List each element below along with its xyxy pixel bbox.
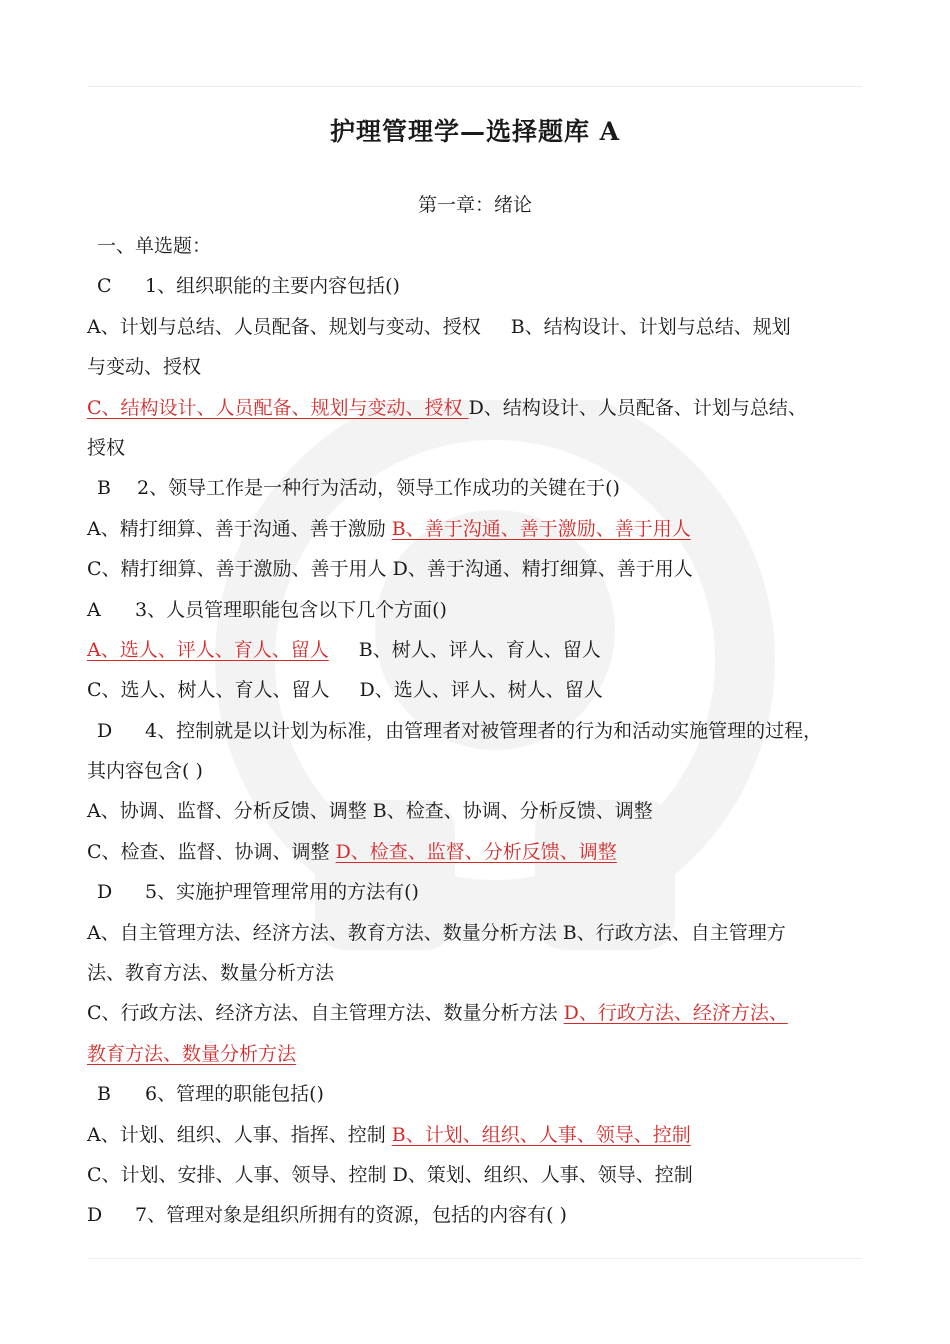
options-row <box>87 913 877 953</box>
question-5 <box>87 872 877 912</box>
question-stem: 5、实施护理管理常用的方法有() <box>145 881 419 904</box>
option-c: C、选人、树人、育人、留人 <box>87 679 330 702</box>
option-a: A、计划与总结、人员配备、规划与变动、授权 <box>87 315 481 338</box>
question-stem: 1、组织职能的主要内容包括() <box>145 275 400 298</box>
question-stem-continued-text: 其内容包含( ) <box>87 760 203 783</box>
question-6 <box>87 1074 877 1114</box>
option-b-continued: 与变动、授权 <box>87 356 202 379</box>
option-d-correct-continued: 教育方法、数量分析方法 <box>87 1042 297 1065</box>
option-b: B、树人、评人、育人、留人 <box>358 638 601 661</box>
answer-key: D <box>97 719 113 742</box>
options-row <box>87 630 877 670</box>
question-1 <box>87 266 877 306</box>
question-stem-continued <box>87 751 877 791</box>
option-b-correct: B、计划、组织、人事、领导、控制 <box>391 1123 691 1146</box>
options-row <box>87 670 877 710</box>
question-stem: 6、管理的职能包括() <box>145 1083 324 1106</box>
option-a-b: A、协调、监督、分析反馈、调整 B、检查、协调、分析反馈、调整 <box>87 800 653 823</box>
option-b-continued: 法、教育方法、数量分析方法 <box>87 962 335 985</box>
option-c: C、检查、监督、协调、调整 <box>87 840 336 863</box>
option-b-correct: B、善于沟通、善于激励、善于用人 <box>391 517 691 540</box>
footer-rule <box>88 1258 862 1259</box>
options-row <box>87 791 877 831</box>
option-c: C、计划、安排、人事、领导、控制 <box>87 1163 393 1186</box>
option-d: D、选人、评人、树人、留人 <box>359 679 603 702</box>
question-3 <box>87 590 877 630</box>
question-stem: 3、人员管理职能包含以下几个方面() <box>135 598 447 621</box>
question-2 <box>87 468 877 508</box>
answer-key: A <box>87 598 101 621</box>
answer-key: B <box>97 477 111 500</box>
answer-key: D <box>97 881 113 904</box>
option-d: D、结构设计、人员配备、计划与总结、 <box>468 396 807 419</box>
answer-key: D <box>87 1204 103 1227</box>
options-row <box>87 993 877 1033</box>
option-a-b: A、自主管理方法、经济方法、教育方法、数量分析方法 B、行政方法、自主管理方 <box>87 921 786 944</box>
options-row <box>87 1034 877 1074</box>
option-d-correct: D、行政方法、经济方法、 <box>563 1002 788 1025</box>
option-d: D、善于沟通、精打细算、善于用人 <box>392 558 693 581</box>
options-row <box>87 347 877 387</box>
options-row <box>87 832 877 872</box>
options-row <box>87 388 877 428</box>
answer-key: B <box>97 1083 111 1106</box>
question-stem: 7、管理对象是组织所拥有的资源，包括的内容有( ) <box>135 1204 567 1227</box>
option-a-correct: A、选人、评人、育人、留人 <box>87 638 329 661</box>
document-title: 护理管理学—选择题库 A <box>329 117 621 146</box>
option-d-continued: 授权 <box>87 436 126 459</box>
chapter-heading: 第一章：绪论 <box>417 194 532 216</box>
options-row <box>87 428 877 468</box>
option-a: A、精打细算、善于沟通、善于激励 <box>87 517 392 540</box>
header-rule <box>88 86 862 87</box>
answer-key: C <box>97 275 112 298</box>
option-d: D、策划、组织、人事、领导、控制 <box>392 1163 693 1186</box>
options-row <box>87 307 877 347</box>
option-d-correct: D、检查、监督、分析反馈、调整 <box>335 840 617 863</box>
options-row <box>87 549 877 589</box>
option-c: C、精打细算、善于激励、善于用人 <box>87 558 393 581</box>
options-row <box>87 509 877 549</box>
option-c-correct: C、结构设计、人员配备、规划与变动、授权 <box>87 396 469 419</box>
options-row <box>87 1115 877 1155</box>
options-row <box>87 953 877 993</box>
question-stem: 4、控制就是以计划为标准，由管理者对被管理者的行为和活动实施管理的过程， <box>145 719 823 742</box>
question-stem: 2、领导工作是一种行为活动，领导工作成功的关键在于() <box>137 477 620 500</box>
option-a: A、计划、组织、人事、指挥、控制 <box>87 1123 392 1146</box>
options-row <box>87 1155 877 1195</box>
section-heading: 一、单选题： <box>97 235 212 257</box>
option-b: B、结构设计、计划与总结、规划 <box>510 315 791 338</box>
question-7 <box>87 1195 877 1235</box>
question-list <box>87 226 877 1236</box>
option-c: C、行政方法、经济方法、自主管理方法、数量分析方法 <box>87 1002 564 1025</box>
question-4 <box>87 711 877 751</box>
